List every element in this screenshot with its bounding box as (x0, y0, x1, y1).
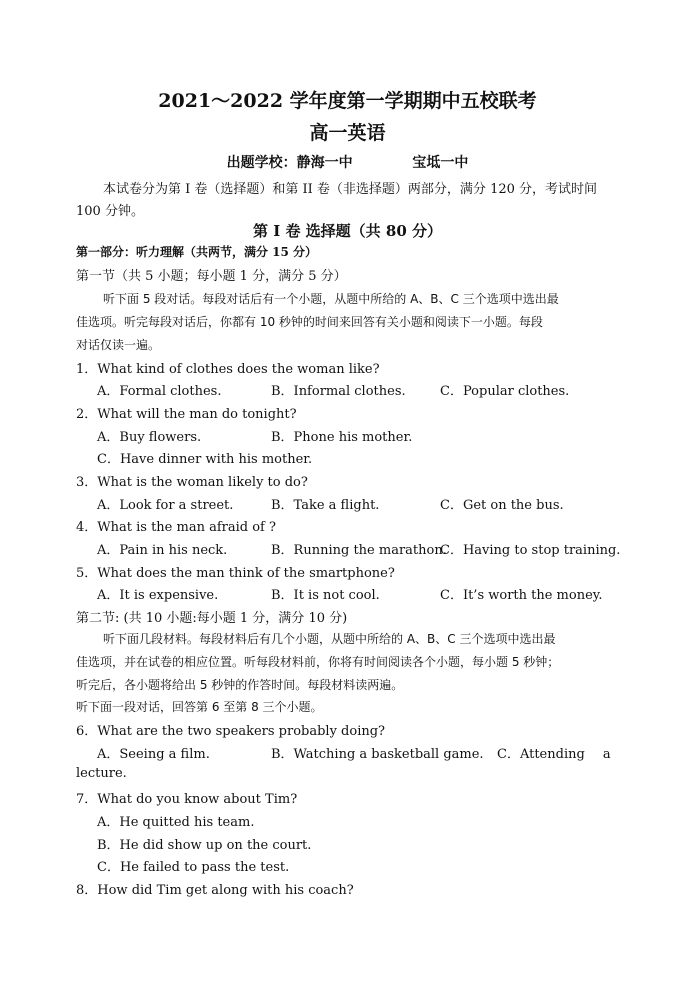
school-second: 宝坻一中 (412, 155, 469, 171)
instructions-1-line-2: 佳选项。听完每段对话后，你都有 10 秒钟的时间来回答有关小题和阅读下一小题。每段 (76, 315, 543, 329)
instructions-1-line-3: 对话仅读一遍。 (76, 338, 161, 352)
q2-option-b: B．Phone his mother. (271, 430, 413, 445)
instructions-2-line-3: 听完后，各小题将给出 5 秒钟的作答时间。每段材料读两遍。 (76, 678, 404, 692)
subsection-one-heading: 第一节（共 5 小题；每小题 1 分，满分 5 分） (76, 269, 347, 284)
q7-option-b: B．He did show up on the court. (97, 838, 312, 853)
q2-option-c: C．Have dinner with his mother. (97, 452, 313, 467)
q5-option-a: A．It is expensive. (97, 588, 219, 603)
question-7: 7．What do you know about Tim? (76, 792, 298, 807)
question-4: 4．What is the man afraid of ? (76, 520, 276, 535)
question-8: 8．How did Tim get along with his coach? (76, 883, 354, 898)
q4-option-c: C．Having to stop training. (440, 543, 621, 558)
question-6: 6．What are the two speakers probably doing? (76, 724, 386, 739)
subsection-two-heading: 第二节: (共 10 小题:每小题 1 分，满分 10 分) (76, 611, 348, 626)
instructions-2-line-2: 佳选项，并在试卷的相应位置。听每段材料前，你将有时间阅读各个小题，每小题 5 秒钟； (76, 655, 560, 669)
question-1: 1．What kind of clothes does the woman like? (76, 362, 380, 377)
exam-title: 2021～2022 学年度第一学期期中五校联考 (158, 90, 537, 112)
q3-option-c: C．Get on the bus. (440, 498, 564, 513)
q6-option-c: C．Attending a (497, 747, 611, 762)
question-5: 5．What does the man think of the smartphone? (76, 566, 395, 581)
instructions-2-line-1: 听下面几段材料。每段材料后有几个小题，从题中所给的 A、B、C 三个选项中选出最 (103, 632, 556, 646)
q4-option-b: B．Running the marathon. (271, 543, 447, 558)
instructions-1-line-1: 听下面 5 段对话。每段对话后有一个小题，从题中所给的 A、B、C 三个选项中选出最 (103, 292, 559, 306)
question-3: 3．What is the woman likely to do? (76, 475, 308, 490)
schools-line (0, 152, 695, 172)
q4-option-a: A．Pain in his neck. (97, 543, 228, 558)
intro-line-1: 本试卷分为第 I 卷（选择题）和第 II 卷（非选择题）两部分，满分 120 分，考试时间 (103, 182, 598, 197)
q2-option-a: A．Buy flowers. (97, 430, 202, 445)
school-first: 出题学校：静海一中 (226, 155, 353, 171)
q1-option-a: A．Formal clothes. (97, 384, 222, 399)
question-2: 2．What will the man do tonight? (76, 407, 297, 422)
q7-option-a: A．He quitted his team. (97, 815, 255, 830)
q6-option-b: B．Watching a basketball game. (271, 747, 484, 762)
q6-option-a: A．Seeing a film. (97, 747, 210, 762)
q6-option-c-continued: lecture. (76, 766, 127, 781)
part-one-heading: 第一部分：听力理解（共两节，满分 15 分） (76, 245, 318, 259)
intro-line-2: 100 分钟。 (76, 204, 144, 219)
instructions-2-line-4: 听下面一段对话，回答第 6 至第 8 三个小题。 (76, 700, 323, 714)
q5-option-b: B．It is not cool. (271, 588, 380, 603)
q5-option-c: C．It’s worth the money. (440, 588, 603, 603)
q7-option-c: C．He failed to pass the test. (97, 860, 290, 875)
subject-title: 高一英语 (309, 122, 386, 144)
q1-option-b: B．Informal clothes. (271, 384, 406, 399)
q3-option-b: B．Take a flight. (271, 498, 380, 513)
section-title: 第 I 卷 选择题（共 80 分） (252, 222, 442, 240)
q1-option-c: C．Popular clothes. (440, 384, 570, 399)
q3-option-a: A．Look for a street. (97, 498, 234, 513)
